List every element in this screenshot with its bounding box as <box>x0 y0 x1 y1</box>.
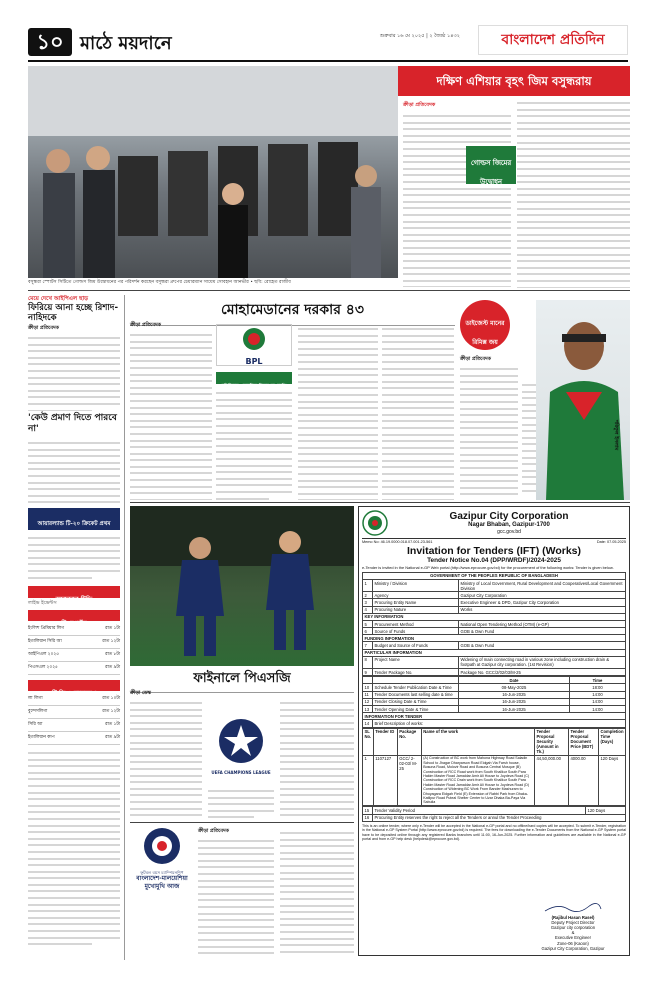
sig-name: (Rajibul Hasan Rasel) <box>551 914 595 920</box>
callout-box <box>466 146 516 184</box>
bottom-col1 <box>198 836 274 954</box>
tender-sec-fund: FUNDING INFORMATION <box>363 635 626 642</box>
tender-sec-key: KEY INFORMATION <box>363 613 626 620</box>
row-val: Works <box>459 606 626 613</box>
tender-title: Invitation for Tenders (IFT) (Works) <box>406 545 582 557</box>
tv-channel-2 <box>28 680 120 697</box>
player-illustration <box>536 300 630 500</box>
bottom-logo-top: ফুটবল বয়স চ্যাম্পিয়নশিপ <box>140 870 184 875</box>
ucl-text: UEFA CHAMPIONS LEAGUE <box>211 770 271 775</box>
row-num: 2 <box>363 592 373 599</box>
ucl-logo <box>208 716 274 782</box>
tv-channel-2-text: টি ডি ও ব্যাকআপ <box>52 690 96 697</box>
tender-header <box>362 510 626 539</box>
row-val: Executive Engineer & DPD, Gazipur City Corporation <box>459 599 626 606</box>
row-key: Tender Opening Date & Time <box>373 705 459 712</box>
works-header <box>363 728 626 755</box>
date-row <box>363 691 626 698</box>
tv-prog: ইংলিশ প্রিমিয়ার লিগ <box>28 626 64 631</box>
tender-row <box>363 592 626 599</box>
tv-time: রাত ৯টা <box>105 735 120 740</box>
tender-table-dates: Date Time 10 Schedule Tender Publication Date & Time 08-May-2025 18:00 11 Tender Documents last selling date & time 16-Jun-2025 14:00 12 Tender Closing Date & Time 16-Jun-2025 14:00 13 Tender Opening Date & Time 16-Jun-2025 14:00 INFORMATION FOR TENDER 14 Brief Description of works: <box>362 676 626 727</box>
row-key: Schedule Tender Publication Date & Time <box>373 684 459 691</box>
bottom-byline: ক্রীড়া প্রতিবেদক <box>198 829 229 834</box>
row16: Procuring Entity reserves the right to reject all the Tenders or annul the Tender Proceeding <box>373 814 626 821</box>
tender-row <box>363 606 626 613</box>
tender-footer: This is an online tender, where only e-Tender will be accepted in the National e-GP portal and no offline/hard copies will be accepted. To submit e-Tender, registration in the National e-GP System Portal (http://www.eprocure.gov.bd) is required. The fees for downloading the e-Tender Documents from the National e-GP System portal have to be deposited online through any registered Banks branches until 11:00, 16-Jun-2025. Further information and guidelines are available in the National e-GP portal and from e-GP help desk (helpdesk@eprocure.gov.bd). <box>362 823 626 841</box>
row-num: 8 <box>363 656 373 668</box>
row-num: 5 <box>363 620 373 627</box>
tv-time: রাত ১০টা <box>102 696 120 701</box>
left-headline: ফিরিয়ে আনা হচ্ছে রিশাদ-নাহিদকে <box>28 303 119 323</box>
photo-caption: বসুন্ধরা স্পোর্টস সিটিতে গোল্ডস জিম উদ্বোধনের পর পরিদর্শন করছেন বসুন্ধরা গ্রুপের চেয়ারম্যান সায়েম সোবহান আনভীর • ছবি: রোহেত রাজীব <box>28 280 291 285</box>
side-byline: ক্রীড়া প্রতিবেদক <box>460 357 491 362</box>
gcc-emblem-icon <box>362 510 388 536</box>
top-byline: ক্রীড়া প্রতিবেদক <box>403 102 436 108</box>
row-val: National Open Tendering Method (OTM) (e-GP) <box>459 620 626 627</box>
tv-prog: ইতালিয়ান সিরি আ <box>28 639 62 644</box>
tender-row <box>363 656 626 668</box>
tv-row <box>28 662 120 675</box>
tv-label-text: আজকের টিভি <box>55 596 93 603</box>
work-id: 1107127 <box>373 755 397 806</box>
ucl-star-icon <box>208 716 274 766</box>
mohammedan-headline: মোহামেডানের দরকার ৪৩ <box>130 298 455 326</box>
sig-title-5: Zone-06 (Kaoon) <box>557 940 589 946</box>
player-photo <box>536 300 630 500</box>
top-headline-box <box>398 66 630 96</box>
header-rule <box>28 60 628 62</box>
work-days: 120 Days <box>598 755 625 806</box>
masthead-text: বাংলাদেশ প্রতিদিন <box>501 32 605 48</box>
row-key: Tender Documents last selling date & time <box>373 691 459 698</box>
tv-time: রাত ১টা <box>105 626 120 631</box>
tv-row <box>28 693 120 706</box>
row-num: 6 <box>363 628 373 635</box>
mohammedan-badge <box>216 372 292 389</box>
player-caption: শরিফুল ইসলাম <box>613 420 619 451</box>
row-key: Project Name <box>373 656 459 668</box>
psg-col2 <box>208 786 274 818</box>
tender-works-table <box>362 728 626 807</box>
psg-col3 <box>280 698 354 818</box>
row-key: Procuring Nature <box>373 606 459 613</box>
row14: Brief Description of works: <box>373 720 626 727</box>
row-date: 16-Jun-2025 <box>459 698 570 705</box>
row15v: 120 Days <box>586 807 626 814</box>
row-time: 14:00 <box>569 698 625 705</box>
row-val: Package No. GCC/2/02/03/M-25 <box>459 669 626 676</box>
tv-time: রাত ১২টা <box>102 709 120 714</box>
tender-row <box>363 620 626 627</box>
signature-icon <box>543 903 603 913</box>
col-id: Tender ID <box>373 728 397 755</box>
row-val: GOB & Own Fund <box>459 642 626 649</box>
row-time: 14:00 <box>569 691 625 698</box>
tender-notice <box>358 506 630 956</box>
tender-row <box>363 669 626 676</box>
tv-row <box>28 623 120 636</box>
tv-prog: বুন্দেসলিগা <box>28 709 48 714</box>
tender-sec-part: PARTICULAR INFORMATION <box>363 649 626 656</box>
left-byline: ক্রীড়া প্রতিবেদক <box>28 326 59 331</box>
col-divider-left <box>124 295 125 960</box>
mohammedan-byline: ক্রীড়া প্রতিবেদক <box>130 323 161 328</box>
row-date: 16-Jun-2025 <box>459 705 570 712</box>
tender-date: Date: 07.05.2025 <box>596 540 626 544</box>
row15: Tender Validity Period <box>373 807 586 814</box>
row-date: 08-May-2025 <box>459 684 570 691</box>
section-title: মাঠে ময়দানে <box>80 33 172 54</box>
work-name: (A) Construction of BC work from Mahona Highway Road Saladin School to Jhagar Dharyarson Road Eidgah Via Farsh house, Bosuna Road, Molovir Road and Bosuna Central Mosque (B) Construction of RCC Road work from South Khailkur South Para Hakim Master Road Jamaldar Amir Ali House to Joydeva Road (C) Construction of RCC Drain work from South Khailkur South Para Hakim Master Road Jamaldar Amir Ali House to Joydeva Road (D) Construction of Widening BC Work From Bander Mashuram to Dhoyagara Eidgah Field (E) Extension of Rabbi Park from Dhaka-Katlipur Road Puteal Shelter Center to Uzar Dhaka Ba-Paya Via Sabulia <box>421 755 534 806</box>
tender-signature <box>523 903 623 951</box>
row-num: 10 <box>363 684 373 691</box>
row-num: 9 <box>363 669 373 676</box>
bottom-logo <box>130 826 194 902</box>
masthead <box>478 25 628 55</box>
work-price: 4000.00 <box>568 755 598 806</box>
sig-title-1: Deputy Project Director <box>551 919 595 925</box>
sig-title-2: Gazipur city corporation <box>550 924 596 930</box>
tender-address: Nagar Bhaban, Gazipur-1700 <box>468 522 550 528</box>
psg-col1 <box>130 698 202 818</box>
tender-intro: e-Tender is invited in the National e-GP Web portal (http://www.eprocure.gov.bd) for the procurement of the following works: Tender is given below. <box>362 565 614 570</box>
callout-text: গোল্ডস জিমের উদ্বোধন <box>470 159 512 186</box>
tv-channel-1 <box>28 610 120 627</box>
tender-sec-info: INFORMATION FOR TENDER <box>363 713 626 720</box>
date-row <box>363 698 626 705</box>
row-key: Tender Package No. <box>373 669 459 676</box>
tv-time: রাত ৯টা <box>105 665 120 670</box>
row-key: Source of Funds <box>373 628 459 635</box>
tv-row <box>28 636 120 649</box>
tv-time: রাত ৮টা <box>105 652 120 657</box>
col-sl: SL No. <box>363 728 374 755</box>
row-num: 7 <box>363 642 373 649</box>
side-story-col1 <box>460 364 518 496</box>
date-row <box>363 684 626 691</box>
mohammedan-col1 <box>130 330 212 500</box>
tv-prog: আইপিএল ২০২৫ <box>28 652 60 657</box>
psg-byline: ক্রীড়া ডেস্ক <box>130 691 151 696</box>
row-val: Ministry of Local Government, Rural Development and Cooperatives/Local Government Division <box>459 579 626 591</box>
tender-web: gcc.gov.bd <box>497 529 521 535</box>
work-sec: 44,50,000.00 <box>534 755 568 806</box>
row-key: Agency <box>373 592 459 599</box>
top-story-col2 <box>517 98 630 288</box>
badge-text: দুশিক্ষিতে প্রত্যাশিত বিচার মুখোমুখি <box>221 384 287 389</box>
gym-photo-illustration <box>28 66 398 278</box>
sig-title-6: Gazipur City Corporation, Gazipur <box>541 945 605 951</box>
divider-3 <box>130 822 354 823</box>
tv-row <box>28 706 120 719</box>
row-val: Widening of main connecting road in various zone including construction drain & footpath at Gazipur city corporation. (1st Revision) <box>459 656 626 668</box>
row-num: 1 <box>363 579 373 591</box>
psg-photo <box>130 506 354 666</box>
row-date: 16-Jun-2025 <box>459 691 570 698</box>
date-line: শুক্রবার ১৬ মে ২০২৫ | ২ জ্যৈষ্ঠ ১৪৩২ <box>380 33 461 39</box>
ireland-box <box>28 508 120 546</box>
sig-title-4: Executive Engineer <box>554 935 592 941</box>
left-kicker: মেয়ে দেখে আইপিএল ছাড় <box>28 296 89 302</box>
tender-table-end: 15 Tender Validity Period 120 Days 16 Procuring Entity reserves the right to reject all the Tenders or annul the Tender Proceeding <box>362 806 626 821</box>
federation-emblem-icon <box>142 826 182 866</box>
bottom-col2 <box>280 828 354 954</box>
row-key: Tender Closing Date & Time <box>373 698 459 705</box>
bpl-logo-icon <box>217 325 291 353</box>
page-number: ১০ <box>36 30 64 54</box>
tender-row <box>363 642 626 649</box>
tv-prog: ইতালিয়ান কাপ <box>28 735 55 740</box>
tender-table-1 <box>362 572 626 676</box>
tv-time: রাত ১২টা <box>102 639 120 644</box>
tender-org: Gazipur City Corporation <box>449 511 569 522</box>
tv-row <box>28 732 120 745</box>
tv-row <box>28 649 120 662</box>
col-pkg: Package No. <box>397 728 421 755</box>
top-headline: দক্ষিণ এশিয়ার বৃহৎ জিম বসুন্ধরায় <box>436 74 592 88</box>
psg-illustration <box>130 506 354 666</box>
sig-title-3: & <box>571 930 575 936</box>
quote-story-lines <box>28 438 120 506</box>
row-val: GOB & Own Fund <box>459 628 626 635</box>
row-time: 18:00 <box>569 684 625 691</box>
row-val: Gazipur City Corporation <box>459 592 626 599</box>
date-row <box>363 705 626 712</box>
ireland-story-lines <box>28 533 120 581</box>
mohammedan-col2 <box>216 388 292 500</box>
row-num: 11 <box>363 691 373 698</box>
tv-list-1 <box>28 623 120 675</box>
tender-gov: GOVERNMENT OF THE PEOPLES REPUBLIC OF BANGLADESH <box>363 572 626 579</box>
tv-prog: লা লিগা <box>28 696 43 701</box>
works-row <box>363 755 626 806</box>
hdr-date: Date <box>459 677 570 684</box>
psg-headline: ফাইনালে পিএসজি <box>130 669 354 693</box>
tender-row <box>363 579 626 591</box>
row-num: 12 <box>363 698 373 705</box>
tv-row <box>28 719 120 732</box>
mohammedan-col4 <box>382 324 454 500</box>
row-num: 13 <box>363 705 373 712</box>
tv-more-lines <box>28 748 120 954</box>
quote-headline: 'কেউ প্রমাণ দিতে পারবে না' <box>28 413 117 434</box>
bpl-text: BPL <box>245 357 263 366</box>
row-key: Procurement Method <box>373 620 459 627</box>
ireland-box-text: আয়ারল্যান্ড টি-২০ ক্রিকেট প্রথম সেঞ্চুরিয়ান ক্রিস্টোফার <box>37 521 111 546</box>
tender-notice-no: Tender Notice No.04 (DPP/WRDF)/2024-2025 <box>427 557 561 564</box>
row-key: Budget and Source of Funds <box>373 642 459 649</box>
col-price: Tender Proposal Document Price (BDT) <box>568 728 598 755</box>
row-key: Procuring Entity Name <box>373 599 459 606</box>
work-sl: 1 <box>363 755 374 806</box>
red-promo <box>460 300 510 350</box>
bpl-logo <box>216 324 292 366</box>
row-num: 3 <box>363 599 373 606</box>
red-promo-text: ডাইজেস্ট মানের রিমিক্স জয় <box>465 320 505 346</box>
divider-2 <box>130 502 630 503</box>
row-time: 14:00 <box>569 705 625 712</box>
page-number-badge <box>28 28 72 56</box>
tender-row <box>363 628 626 635</box>
top-story-col1 <box>403 111 511 287</box>
bottom-logo-sub: মুখোমুখি আজ <box>144 883 180 890</box>
tv-prog: সিরি আ <box>28 722 43 727</box>
tv-list-2 <box>28 693 120 745</box>
col-sec: Tender Proposal Security (Amount in Tk.) <box>534 728 568 755</box>
left-story-lines <box>28 333 120 411</box>
col-name: Name of the work <box>421 728 534 755</box>
col-days: Completion Time (Days) <box>598 728 625 755</box>
tv-time: রাত ১টা <box>105 722 120 727</box>
divider-1 <box>28 290 630 291</box>
tv-prog: পিএসএল ২০২৫ <box>28 665 58 670</box>
work-pkg: GCC/ 2-02-03/ M- 25 <box>397 755 421 806</box>
tv-sub: লাইভ ইভেন্টস <box>28 600 57 606</box>
tv-channel-1-text: টি স্পোর্টস <box>61 620 87 627</box>
row-key: Ministry / Division <box>373 579 459 591</box>
tender-row <box>363 599 626 606</box>
gym-photo <box>28 66 398 278</box>
mohammedan-col3 <box>298 324 378 500</box>
tender-memo: Memo No: 46.19.0000.018.07.001.23-561 <box>362 540 433 544</box>
hdr-time: Time <box>569 677 625 684</box>
row-num: 4 <box>363 606 373 613</box>
bottom-logo-title: বাংলাদেশ-মালয়েশিয়া <box>136 875 188 882</box>
